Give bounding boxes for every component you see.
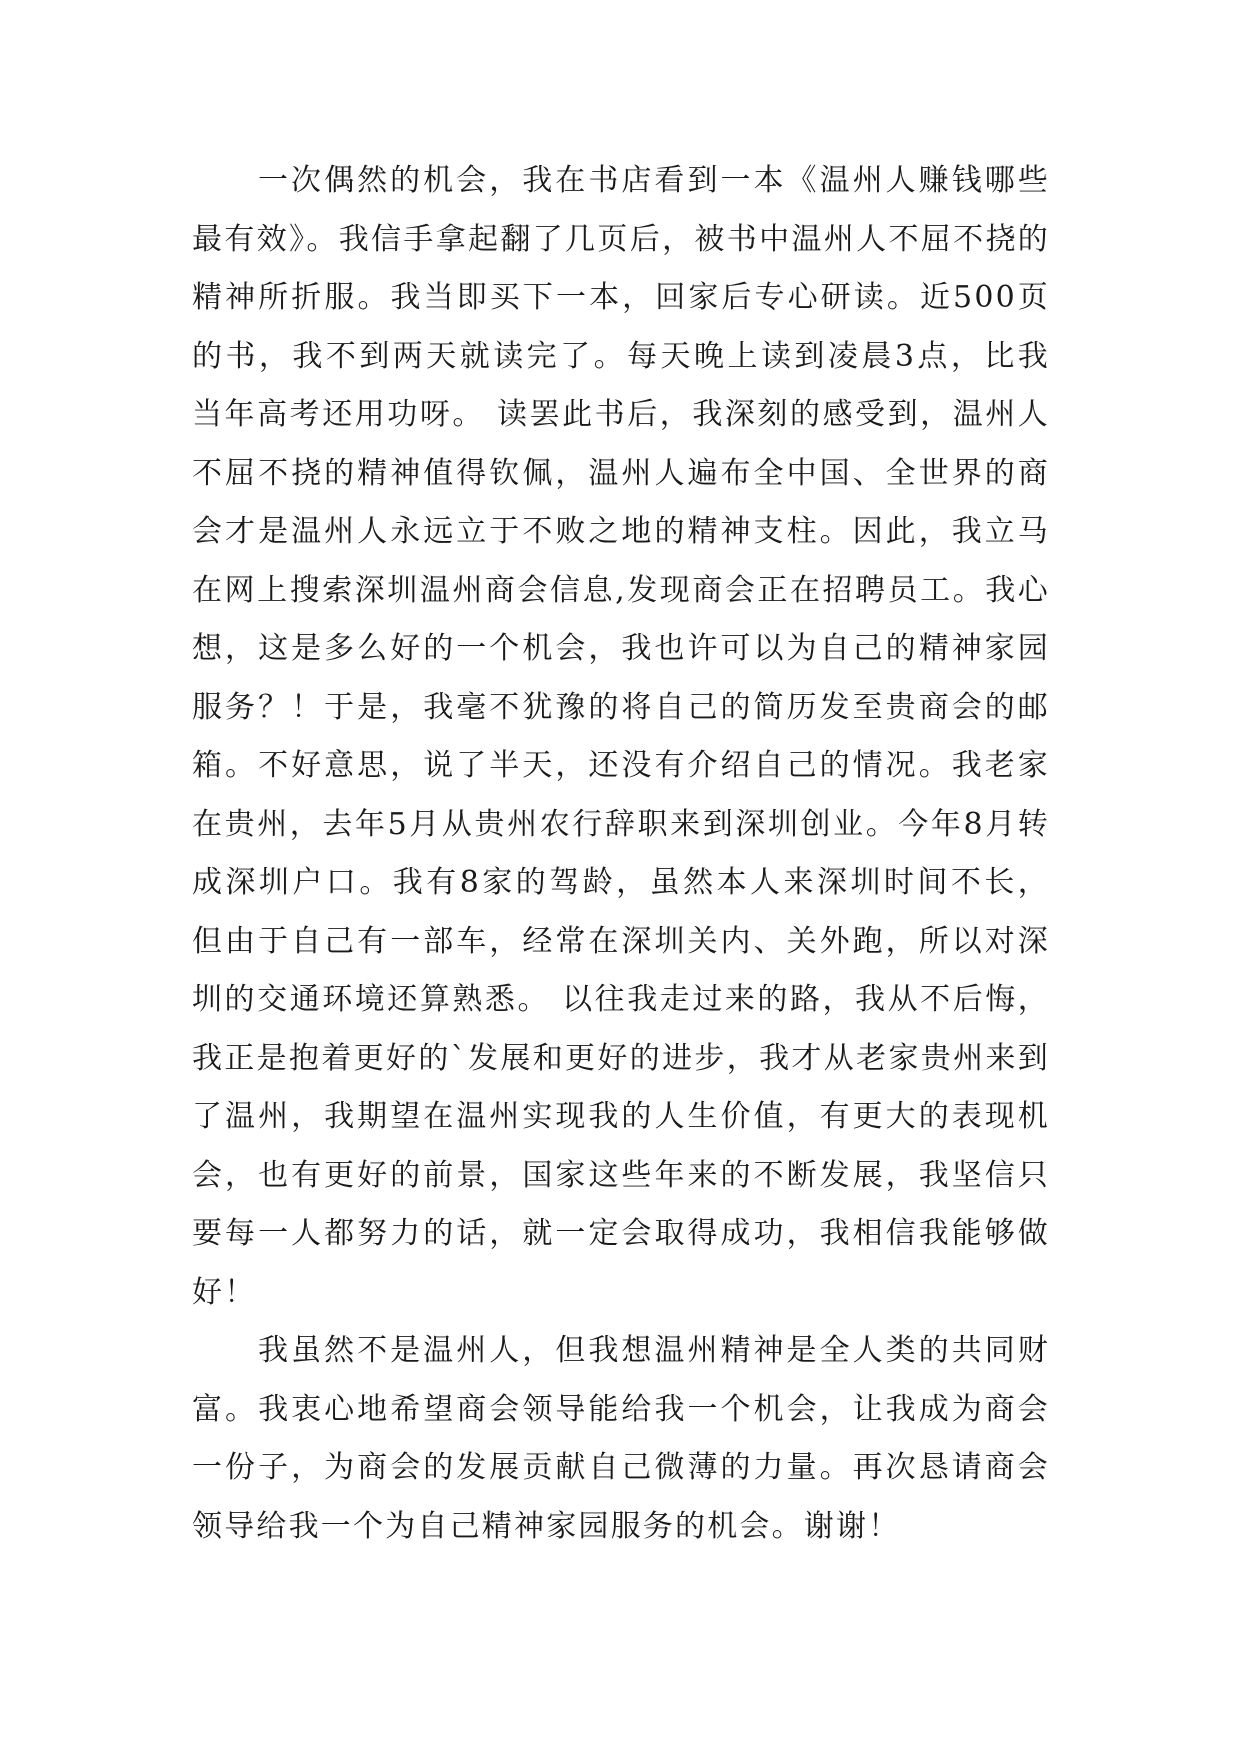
paragraph-2: 我虽然不是温州人，但我想温州精神是全人类的共同财富。我衷心地希望商会领导能给我一个机会，让我成为商会一份子，为商会的发展贡献自己微薄的力量。再次恳请商会领导给我一个为自己精神家园服务的机会。谢谢！	[192, 1333, 1050, 1544]
paragraph-1: 一次偶然的机会，我在书店看到一本《温州人赚钱哪些最有效》。我信手拿起翻了几页后，被书中温州人不屈不挠的精神所折服。我当即买下一本，回家后专心研读。近500页的书，我不到两天就读完了。每天晚上读到凌晨3点，比我当年高考还用功呀。 读罢此书后，我深刻的感受到，温州人不屈不挠的精神值得钦佩，温州人遍布全中国、全世界的商会才是温州人永远立于不败之地的精神支柱。因此，我立马在网上搜索深圳温州商会信息,发现商会正在招聘员工。我心想，这是多么好的一个机会，我也许可以为自己的精神家园服务？！于是，我毫不犹豫的将自己的简历发至贵商会的邮箱。不好意思，说了半天，还没有介绍自己的情况。我老家在贵州，去年5月从贵州农行辞职来到深圳创业。今年8月转成深圳户口。我有8家的驾龄，虽然本人来深圳时间不长，但由于自己有一部车，经常在深圳关内、关外跑，所以对深圳的交通环境还算熟悉。 以往我走过来的路，我从不后悔，我正是抱着更好的`发展和更好的进步，我才从老家贵州来到了温州，我期望在温州实现我的人生价值，有更大的表现机会，也有更好的前景，国家这些年来的不断发展，我坚信只要每一人都努力的话，就一定会取得成功，我相信我能够做好！	[192, 163, 1050, 1310]
document-body	[192, 152, 1050, 1556]
